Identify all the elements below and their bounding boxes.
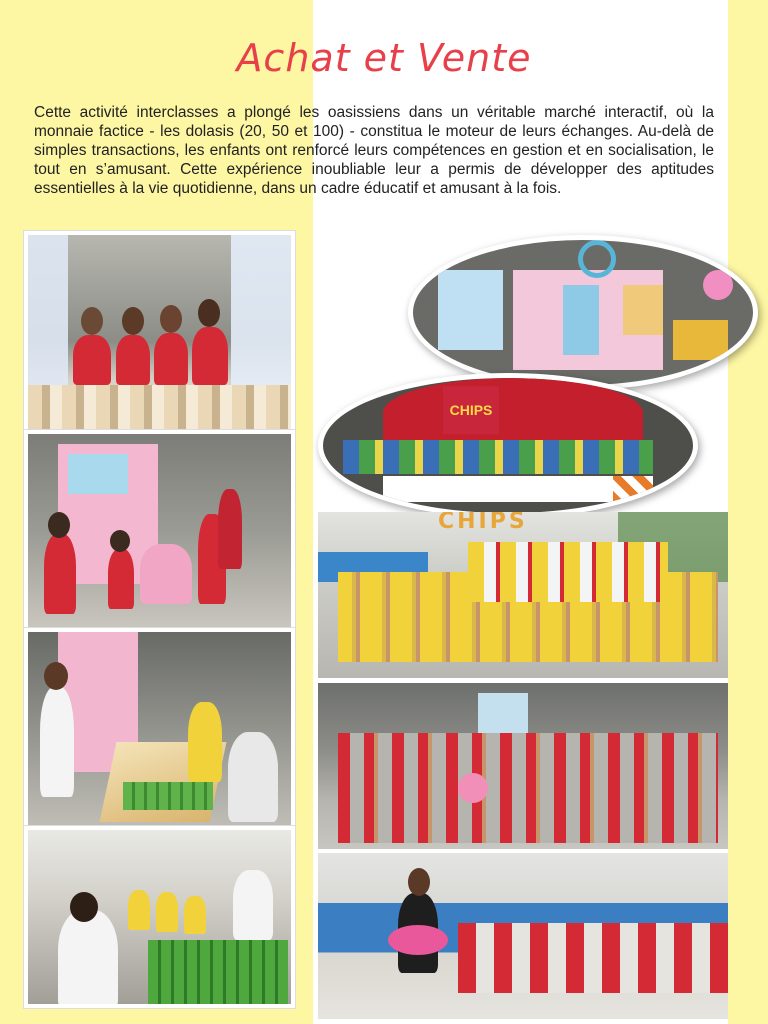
- chips-banner-text: CHIPS: [438, 512, 528, 534]
- photo-shop-facade-ellipse: [408, 235, 758, 390]
- photo-kids-dancing-red-shirts: [318, 683, 728, 849]
- photo-yellow-kids-at-stand: [24, 826, 295, 1008]
- page-title: Achat et Vente: [236, 36, 532, 80]
- photo-candy-stand: [24, 628, 295, 830]
- yellow-background-band-right: [728, 0, 768, 1024]
- chips-sign: CHIPS: [443, 386, 499, 434]
- article-body: Cette activité interclasses a plongé les oasissiens dans un véritable marché interactif, où la monnaie factice - les dolasis (20, 50 et 100) - constitua le moteur de leurs échanges. Au-delà de simples transactions, les enfants ont renforcé leurs compétences en gestion et en socialisation, le tout en s’amusant. Cette expérience inoubliable leur a permis de développer des aptitudes essentielles à la vie quotidienne, dans un cadre éducatif et amusant à la fois.: [34, 104, 714, 197]
- photo-dance-line-red-shirts: [318, 853, 728, 1019]
- photo-chips-stand-ellipse: [318, 373, 698, 518]
- photo-girls-at-stand: [24, 231, 295, 433]
- photo-kids-at-pink-shop: [24, 430, 295, 632]
- photo-group-yellow-shirts: [318, 512, 728, 678]
